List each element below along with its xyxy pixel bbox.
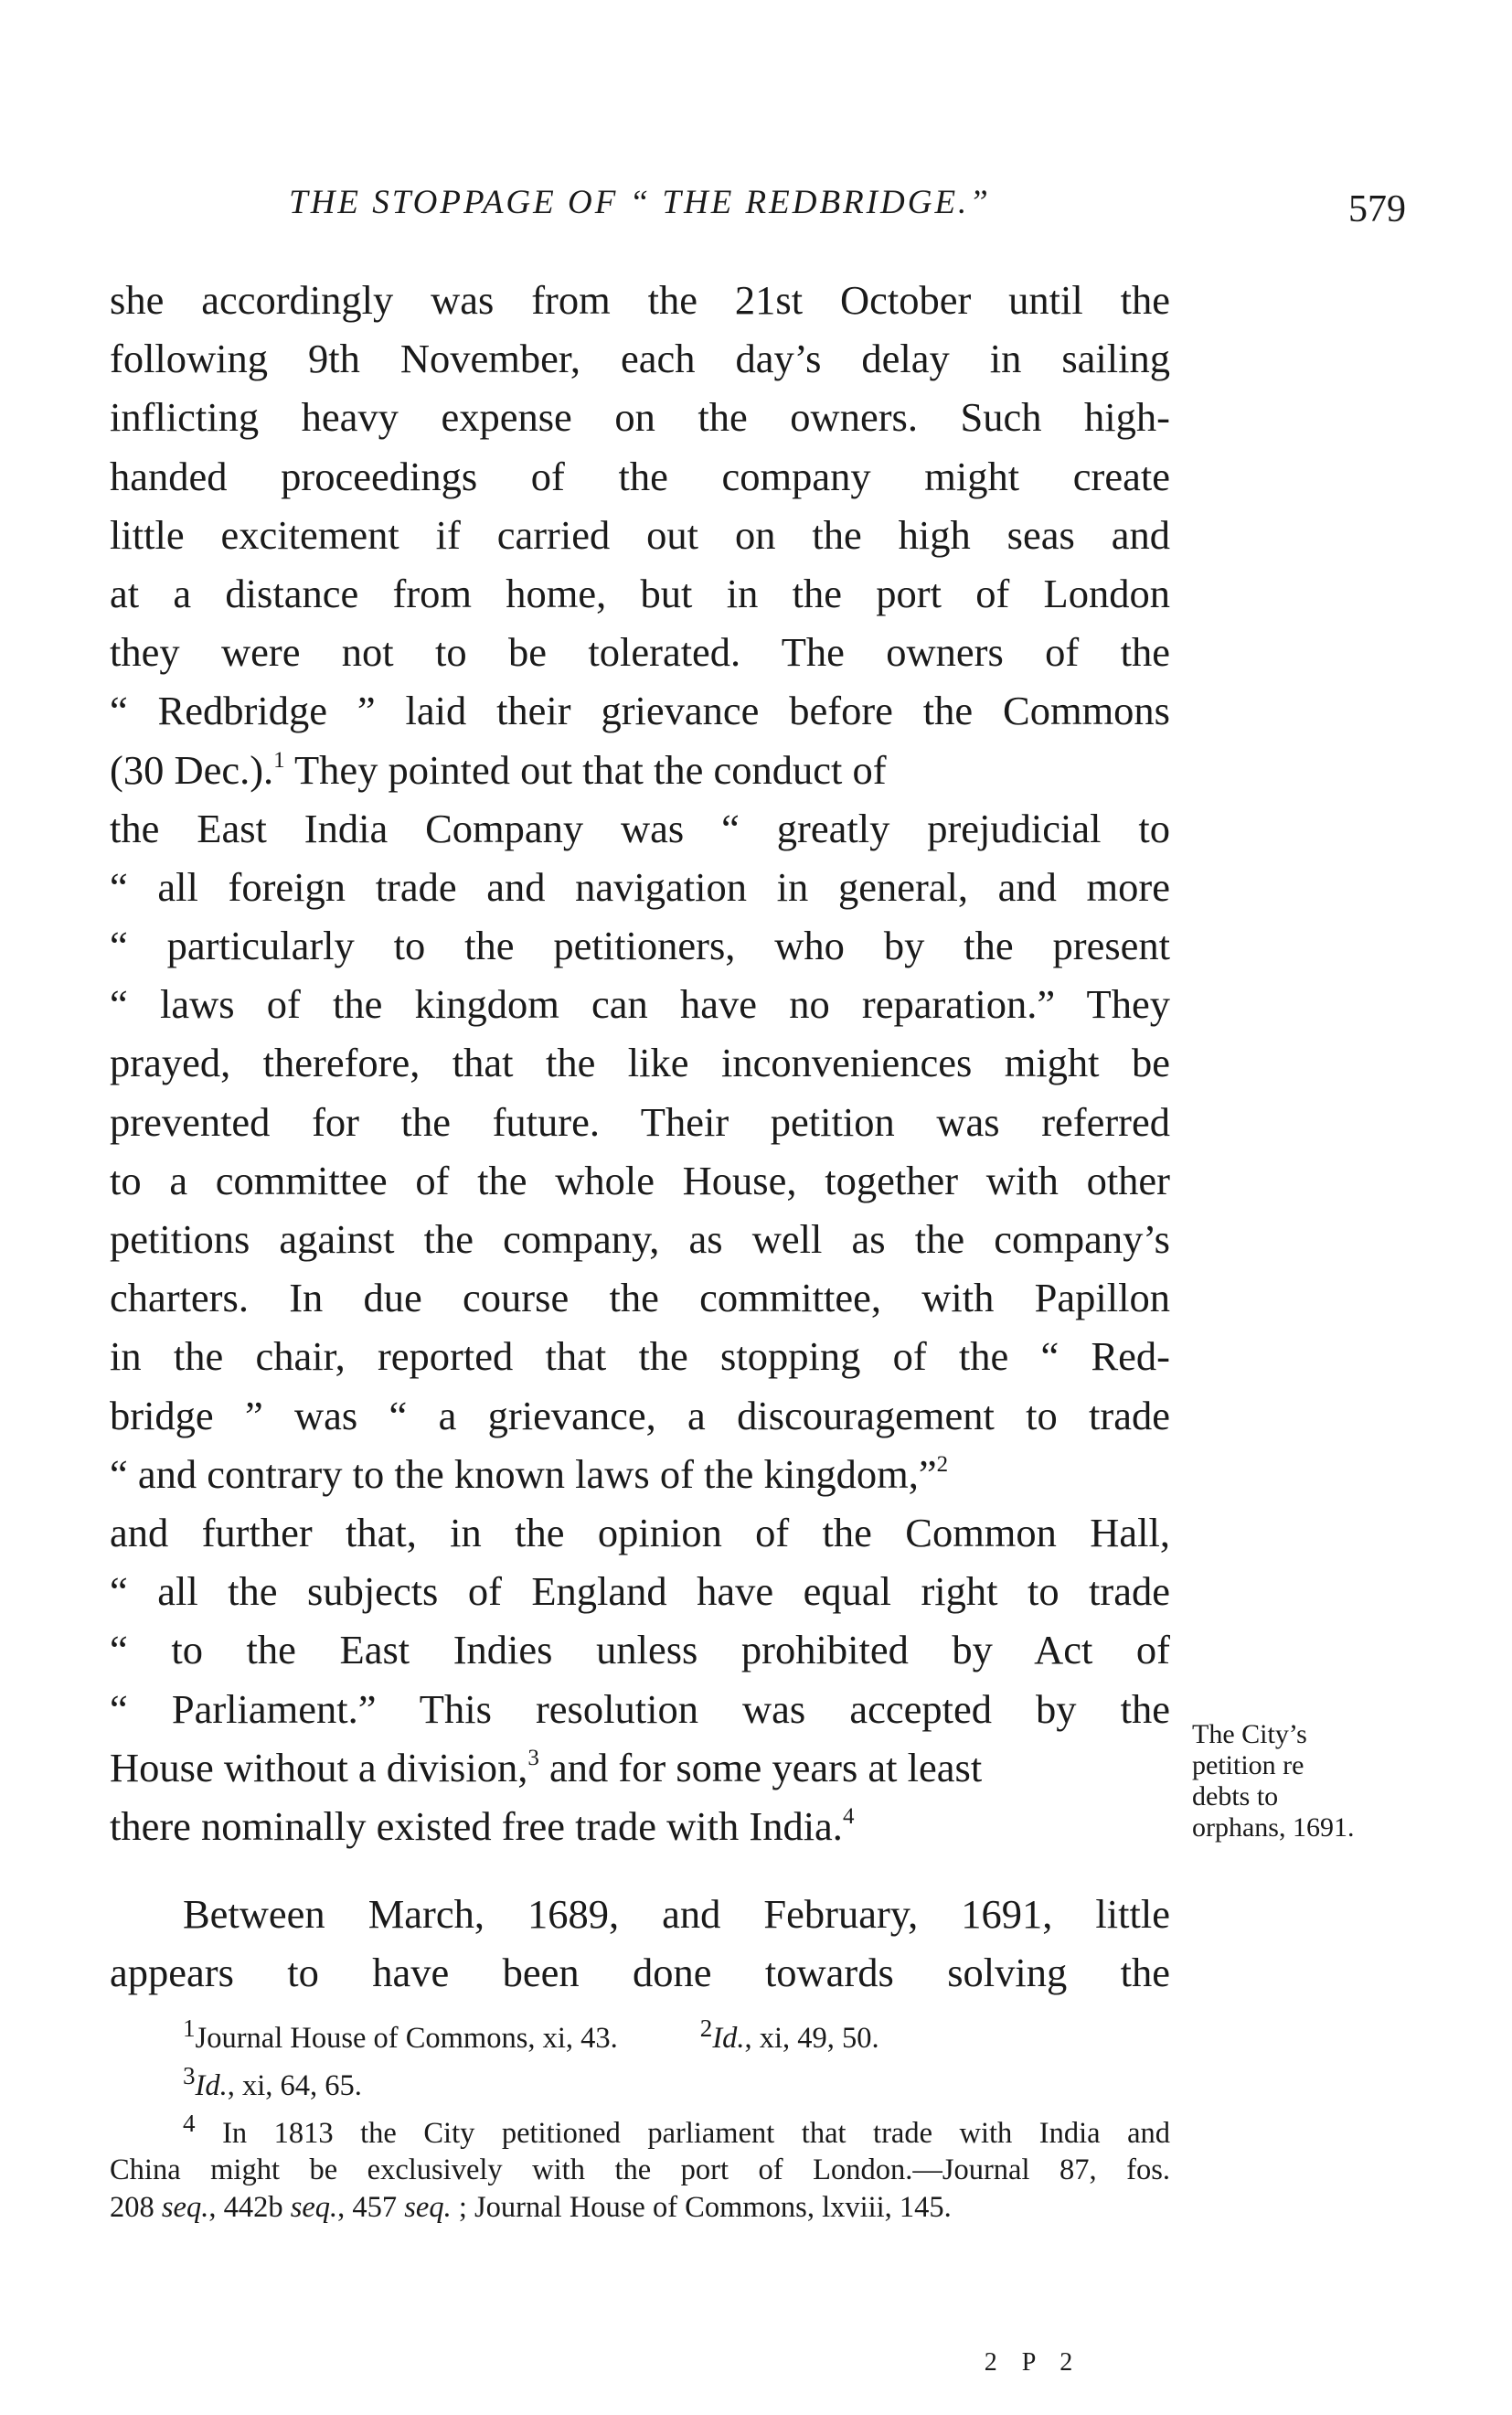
footnote-text: seq. xyxy=(290,2191,338,2225)
marginal-note-line: The City’s xyxy=(1192,1719,1307,1749)
footnote-text: , xi, 49, 50. xyxy=(744,2021,879,2055)
signature-mark: 2 P 2 xyxy=(984,2348,1082,2377)
footnote-text: seq. xyxy=(161,2191,209,2225)
footnote-number: 2 xyxy=(699,2014,713,2042)
text-line: “ Parliament.” This resolution was accepted by the xyxy=(110,1685,1170,1732)
footnote-marker: 1 xyxy=(273,747,285,773)
footnote-text: , 442b xyxy=(208,2191,291,2225)
text-line: and further that, in the opinion of the Common Hall, xyxy=(110,1509,1170,1555)
text-line: prevented for the future. Their petition was referred xyxy=(110,1098,1170,1145)
text-segment: “ and contrary to the known laws of the kingdom,” xyxy=(110,1450,937,1497)
text-line: little excitement if carried out on the high seas and xyxy=(110,511,1170,558)
text-line: “ Redbridge ” laid their grievance before the Commons xyxy=(110,688,1170,734)
marginal-note xyxy=(1192,1719,1421,1843)
text-line: “ laws of the kingdom can have no reparation.” They xyxy=(110,981,1170,1028)
text-line: at a distance from home, but in the port of London xyxy=(110,570,1170,616)
text-line: Between March, 1689, and February, 1691, little xyxy=(183,1891,1170,1938)
text-line: the East India Company was “ greatly prejudicial to xyxy=(110,805,1170,851)
text-segment: They pointed out that the conduct of xyxy=(284,746,887,793)
text-line: inflicting heavy expense on the owners. Such high- xyxy=(110,394,1170,441)
text-line: “ to the East Indies unless prohibited by Act of xyxy=(110,1627,1170,1673)
footnote-text: , xi, 64, 65. xyxy=(227,2068,362,2102)
marginal-note-line: orphans, 1691. xyxy=(1192,1812,1355,1843)
footnote-text: seq. xyxy=(404,2191,452,2225)
footnote-text: , 457 xyxy=(337,2191,405,2225)
text-segment: (30 Dec.). xyxy=(110,746,274,793)
text-line xyxy=(110,1797,1170,1855)
footnote-line xyxy=(110,2010,1170,2057)
text-line: “ all foreign trade and navigation in general, and more xyxy=(110,863,1170,910)
text-line xyxy=(110,1445,1170,1503)
text-line: in the chair, reported that the stopping of the “ Red- xyxy=(110,1333,1170,1380)
marginal-note-line: petition re xyxy=(1192,1750,1304,1780)
footnote-line xyxy=(110,2057,1170,2105)
text-line: to a committee of the whole House, together with other xyxy=(110,1157,1170,1203)
footnote-text: Id. xyxy=(195,2068,228,2102)
footnote-marker: 4 xyxy=(842,1803,855,1829)
footnote-number: 4 xyxy=(183,2109,196,2137)
footnote-line xyxy=(110,2189,1170,2227)
text-segment: there nominally existed free trade with India. xyxy=(110,1802,843,1849)
main-text xyxy=(110,271,1170,2002)
text-line xyxy=(110,1738,1170,1797)
footnotes xyxy=(110,2010,1170,2227)
text-line: they were not to be tolerated. The owners of the xyxy=(110,629,1170,676)
footnote-text: ; Journal House of Commons, lxviii, 145. xyxy=(451,2191,952,2225)
text-segment: House without a division, xyxy=(110,1744,528,1790)
footnote-text: In 1813 the City petitioned parliament that trade with India and xyxy=(222,2116,1170,2150)
text-line: charters. In due course the committee, with Papillon xyxy=(110,1275,1170,1321)
footnote-text: Journal House of Commons, xi, 43. xyxy=(195,2021,618,2055)
footnote-line xyxy=(110,2105,1170,2153)
text-line: bridge ” was “ a grievance, a discouragement to trade xyxy=(110,1392,1170,1438)
text-line: prayed, therefore, that the like inconveniences might be xyxy=(110,1040,1170,1086)
running-head: THE STOPPAGE OF “ THE REDBRIDGE.” xyxy=(289,184,991,221)
footnote-number: 1 xyxy=(183,2014,196,2042)
footnote-text: Id. xyxy=(712,2021,745,2055)
footnote-marker: 3 xyxy=(527,1745,539,1770)
footnote-number: 3 xyxy=(183,2061,196,2089)
footnote-marker: 2 xyxy=(936,1451,949,1477)
footnote-text: 208 xyxy=(110,2191,162,2225)
text-segment: and for some years at least xyxy=(538,1744,983,1790)
text-line: following 9th November, each day’s delay in sailing xyxy=(110,336,1170,382)
text-line: handed proceedings of the company might create xyxy=(110,453,1170,499)
text-line: “ particularly to the petitioners, who by the present xyxy=(110,923,1170,969)
marginal-note-line: debts to xyxy=(1192,1781,1279,1811)
text-line: petitions against the company, as well as the company’s xyxy=(110,1216,1170,1262)
page-number: 579 xyxy=(1348,188,1406,230)
footnote-line: China might be exclusively with the port of London.—Journal 87, fos. xyxy=(110,2153,1170,2187)
text-line xyxy=(110,741,1170,799)
paragraph-gap xyxy=(110,1855,1170,1885)
text-line: “ all the subjects of England have equal right to trade xyxy=(110,1568,1170,1615)
text-line: she accordingly was from the 21st October until the xyxy=(110,277,1170,323)
text-line: appears to have been done towards solving the xyxy=(110,1950,1170,1996)
